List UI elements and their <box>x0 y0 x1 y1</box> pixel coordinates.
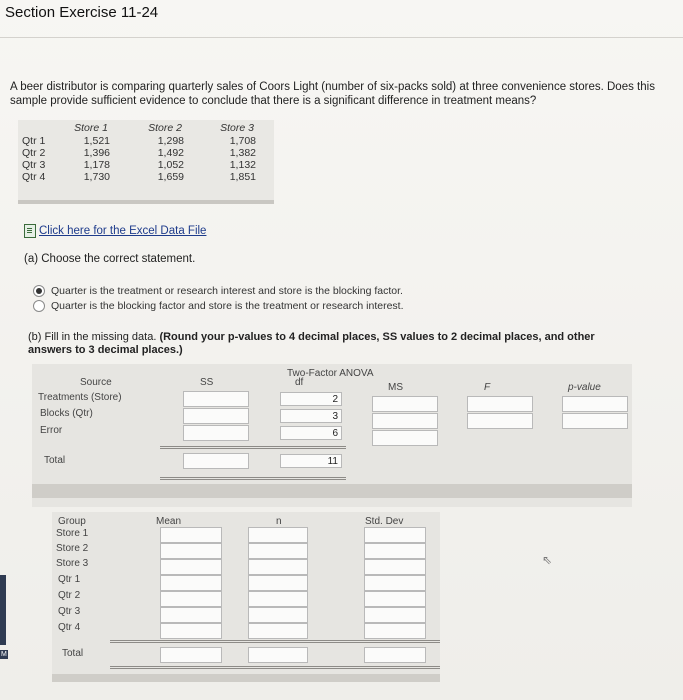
n-input[interactable] <box>248 527 308 543</box>
f-input[interactable] <box>467 396 533 412</box>
col-header-store1: Store 1 <box>74 122 108 134</box>
ss-input[interactable] <box>183 391 249 407</box>
sales-data-table <box>18 120 274 204</box>
ss-input[interactable] <box>183 408 249 424</box>
n-total-input[interactable] <box>248 647 308 663</box>
table-cell: 1,178 <box>83 159 110 171</box>
question-text: A beer distributor is comparing quarterly sales of Coors Light (number of six-packs sold) at three convenience stores. Does this sample provide sufficient evidence to conclude that there is a significant difference in treatment means? <box>10 81 655 107</box>
row-label: Qtr 4 <box>22 171 46 183</box>
n-input[interactable] <box>248 543 308 559</box>
table-rule <box>160 446 346 447</box>
p-value-input[interactable] <box>562 396 628 412</box>
desc-total-label: Total <box>62 648 84 659</box>
col-header-store3: Store 3 <box>220 122 254 134</box>
table-strip <box>32 484 632 498</box>
desc-header-mean: Mean <box>156 516 182 527</box>
title-divider <box>0 37 683 38</box>
window-edge-tag: M <box>1 651 7 658</box>
df-value: 2 <box>280 392 342 406</box>
table-rule <box>110 668 440 669</box>
group-label: Qtr 2 <box>58 590 81 601</box>
option-row[interactable] <box>33 285 403 297</box>
table-rule <box>110 666 440 667</box>
mean-input[interactable] <box>160 575 222 591</box>
ss-input[interactable] <box>183 425 249 441</box>
mean-input[interactable] <box>160 527 222 543</box>
excel-link-label: Click here for the Excel Data File <box>39 225 207 237</box>
table-cell: 1,708 <box>229 135 256 147</box>
group-label: Store 3 <box>56 558 89 569</box>
ms-input[interactable] <box>372 413 438 429</box>
col-header-store2: Store 2 <box>148 122 182 134</box>
table-strip <box>52 674 440 682</box>
mean-input[interactable] <box>160 543 222 559</box>
group-label: Qtr 3 <box>58 606 81 617</box>
n-input[interactable] <box>248 591 308 607</box>
option-text: Quarter is the treatment or research interest and store is the blocking factor. <box>51 285 403 297</box>
part-b-label <box>28 331 628 357</box>
anova-row-label: Blocks (Qtr) <box>40 408 93 419</box>
table-cell: 1,521 <box>83 135 110 147</box>
n-input[interactable] <box>248 559 308 575</box>
excel-file-icon <box>24 224 36 238</box>
window-edge-bar <box>0 575 6 645</box>
anova-title: Two-Factor ANOVA <box>287 368 374 379</box>
table-bottom-bar <box>18 200 274 204</box>
anova-header-p: p-value <box>568 382 601 393</box>
table-cell: 1,730 <box>83 171 110 183</box>
row-label: Qtr 3 <box>22 159 46 171</box>
group-label: Store 1 <box>56 528 89 539</box>
df-value: 6 <box>280 426 342 440</box>
table-rule <box>110 640 440 641</box>
table-cell: 1,382 <box>229 147 256 159</box>
anova-total-label: Total <box>44 455 66 466</box>
sd-input[interactable] <box>364 623 426 639</box>
part-a-label: (a) Choose the correct statement. <box>24 253 196 265</box>
anova-row-label: Error <box>40 425 63 436</box>
sd-total-input[interactable] <box>364 647 426 663</box>
option-text: Quarter is the blocking factor and store is the treatment or research interest. <box>51 300 404 312</box>
radio-option-1[interactable] <box>33 285 45 297</box>
table-rule <box>160 479 346 480</box>
table-rule <box>110 642 440 643</box>
excel-data-link[interactable] <box>24 224 206 238</box>
table-cell: 1,132 <box>229 159 256 171</box>
anova-row-label: Treatments (Store) <box>38 392 122 403</box>
ms-input[interactable] <box>372 430 438 446</box>
sd-input[interactable] <box>364 591 426 607</box>
mean-input[interactable] <box>160 607 222 623</box>
table-cell: 1,052 <box>157 159 184 171</box>
part-b-bold: (Round your p-values to 4 decimal places, SS values to 2 decimal places, and other answers to 3 decimal places.) <box>28 331 595 356</box>
group-label: Qtr 1 <box>58 574 81 585</box>
row-label: Qtr 1 <box>22 135 46 147</box>
table-rule <box>160 448 346 449</box>
table-cell: 1,851 <box>229 171 256 183</box>
sd-input[interactable] <box>364 607 426 623</box>
ss-total-input[interactable] <box>183 453 249 469</box>
group-label: Store 2 <box>56 543 89 554</box>
n-input[interactable] <box>248 607 308 623</box>
df-total-value: 11 <box>280 454 342 468</box>
sd-input[interactable] <box>364 575 426 591</box>
anova-table <box>32 364 632 507</box>
anova-header-df: df <box>295 377 304 388</box>
n-input[interactable] <box>248 623 308 639</box>
table-rule <box>160 477 346 478</box>
anova-header-ss: SS <box>200 377 214 388</box>
anova-header-f: F <box>484 382 491 393</box>
desc-header-group: Group <box>58 516 86 527</box>
page-title: Section Exercise 11-24 <box>5 4 159 21</box>
part-b-plain: (b) Fill in the missing data. <box>28 331 160 343</box>
mean-input[interactable] <box>160 559 222 575</box>
mean-input[interactable] <box>160 591 222 607</box>
sd-input[interactable] <box>364 543 426 559</box>
sd-input[interactable] <box>364 527 426 543</box>
ms-input[interactable] <box>372 396 438 412</box>
table-cell: 1,396 <box>83 147 110 159</box>
anova-header-ms: MS <box>388 382 403 393</box>
mean-input[interactable] <box>160 623 222 639</box>
table-cell: 1,492 <box>157 147 184 159</box>
group-label: Qtr 4 <box>58 622 81 633</box>
mouse-cursor-icon: ⇖ <box>542 553 553 567</box>
descriptive-table <box>52 512 440 682</box>
row-label: Qtr 2 <box>22 147 46 159</box>
radio-option-2[interactable] <box>33 300 45 312</box>
df-value: 3 <box>280 409 342 423</box>
mean-total-input[interactable] <box>160 647 222 663</box>
p-value-input[interactable] <box>562 413 628 429</box>
f-input[interactable] <box>467 413 533 429</box>
sd-input[interactable] <box>364 559 426 575</box>
table-cell: 1,298 <box>157 135 184 147</box>
desc-header-n: n <box>276 516 282 527</box>
anova-header-source: Source <box>80 377 112 388</box>
desc-header-sd: Std. Dev <box>365 516 404 527</box>
option-row[interactable] <box>33 300 404 312</box>
table-cell: 1,659 <box>157 171 184 183</box>
n-input[interactable] <box>248 575 308 591</box>
